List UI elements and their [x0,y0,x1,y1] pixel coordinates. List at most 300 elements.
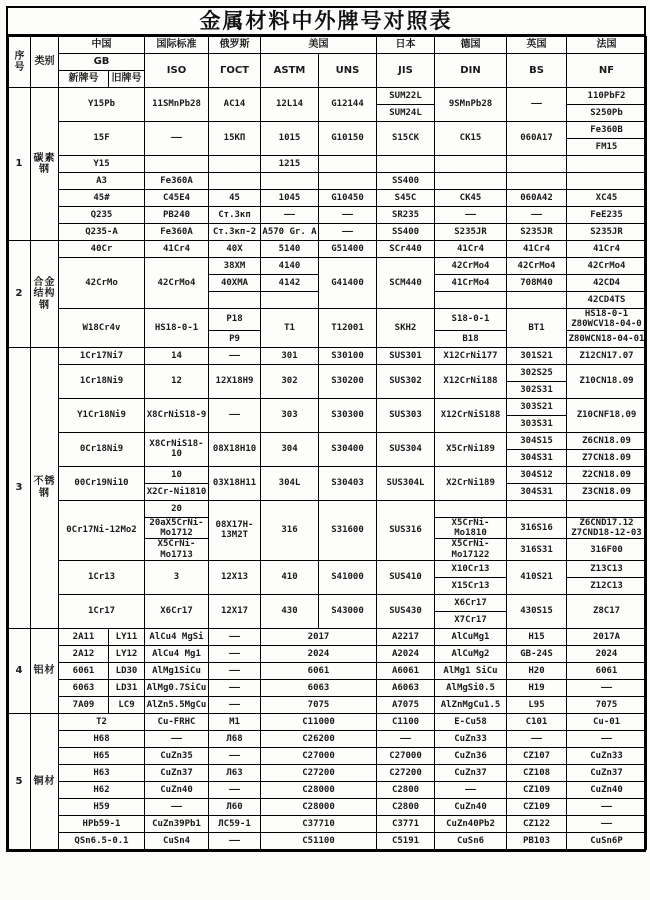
grade-cell: 316F00 [567,539,647,561]
grade-cell: Z2CN18.09 [567,466,647,483]
grade-cell: SUS302 [377,364,435,398]
category-cell: 2 [9,241,31,348]
grade-cell: C26200 [261,731,377,748]
grade-cell: S235JR [567,224,647,241]
table-row [9,190,647,207]
grade-cell [209,173,261,190]
grade-cell: 10 [145,466,209,483]
grade-cell [567,173,647,190]
grade-cell: 42CD4 [567,275,647,292]
grade-cell: 42CrMo4 [507,258,567,275]
grade-cell: T12001 [319,309,377,348]
grade-cell [261,173,319,190]
grade-cell: CZ108 [507,765,567,782]
grade-cell: —— [209,680,261,697]
grade-cell: SKH2 [377,309,435,348]
grade-cell: C2800 [377,799,435,816]
grade-cell: S41000 [319,561,377,595]
grade-cell: S45C [377,190,435,207]
grade-cell: 08X18H10 [209,432,261,466]
grade-cell: —— [209,646,261,663]
table-row [9,241,647,258]
grade-cell: SUS301 [377,347,435,364]
grade-cell: 2017A [567,629,647,646]
grade-cell: —— [507,731,567,748]
grade-cell: BT1 [507,309,567,348]
grade-cell: X5CrNi-Mo17122 [435,539,507,561]
grade-cell: AC14 [209,88,261,122]
grade-cell: CuZn40 [145,782,209,799]
table-row [9,156,647,173]
grade-cell: Z7CN18.09 [567,449,647,466]
grade-cell: 316S31 [507,539,567,561]
grade-cell: 6063 [59,680,109,697]
grade-cell: CZ109 [507,799,567,816]
grade-cell: —— [209,347,261,364]
grade-cell: Fe360B [567,122,647,139]
grade-cell: 304 [261,432,319,466]
grade-cell: SS400 [377,224,435,241]
grade-cell: M1 [209,714,261,731]
grade-cell: 060A17 [507,122,567,156]
table-row [9,88,647,105]
grade-cell: SS400 [377,173,435,190]
grade-cell: X5CrNi189 [435,432,507,466]
grade-cell: 7075 [261,697,377,714]
table-row [9,595,647,612]
grade-cell: 12X17 [209,595,261,629]
grade-cell: X2Cr-Ni1810 [145,483,209,500]
grade-cell: 3 [145,561,209,595]
grade-cell: S30403 [319,466,377,500]
header-cell: 法国 [567,37,647,54]
table-row [9,833,647,850]
grade-cell: CZ109 [507,782,567,799]
grade-cell [435,292,507,309]
grade-cell: 45 [209,190,261,207]
header-cell: ISO [145,54,209,88]
grade-cell: Cu-FRHC [145,714,209,731]
grade-cell [319,173,377,190]
grade-cell: T1 [261,309,319,348]
grade-cell: A6063 [377,680,435,697]
grade-cell: 2A11 [59,629,109,646]
grade-cell: C1100 [377,714,435,731]
grade-cell: 9SMnPb28 [435,88,507,122]
header-cell: ASTM [261,54,319,88]
grade-cell: H15 [507,629,567,646]
grade-cell: CuZn36 [435,748,507,765]
grade-cell: CuZn33 [435,731,507,748]
grade-cell: ЛС59-1 [209,816,261,833]
grade-cell: H20 [507,663,567,680]
grade-cell: 1Cr13 [59,561,145,595]
grade-cell: —— [567,816,647,833]
grade-cell: C27000 [377,748,435,765]
grade-cell: 2017 [261,629,377,646]
grade-cell: 20 [145,500,209,517]
grade-cell: 430 [261,595,319,629]
grade-cell: Y15Pb [59,88,145,122]
grade-cell: XC45 [567,190,647,207]
grade-cell: 12X18H9 [209,364,261,398]
table-row [9,398,647,415]
grade-cell [567,500,647,517]
grade-cell: X12CrNi177 [435,347,507,364]
grade-cell: Z6CN18.09 [567,432,647,449]
grade-cell: X8CrNiS18-9 [145,398,209,432]
grade-cell: C3771 [377,816,435,833]
grade-cell: LY11 [109,629,145,646]
table-row [9,646,647,663]
grade-cell: FM15 [567,139,647,156]
grade-cell: CuZn40Pb2 [435,816,507,833]
grade-cell [507,500,567,517]
header-cell: NF [567,54,647,88]
grade-cell: SUS303 [377,398,435,432]
grade-cell: Fe360A [145,173,209,190]
grade-cell: LD31 [109,680,145,697]
grade-cell: 304L [261,466,319,500]
grade-cell: 302 [261,364,319,398]
grade-cell [145,156,209,173]
grade-cell: G41400 [319,258,377,309]
header-cell: 国际标准 [145,37,209,54]
header-cell: 俄罗斯 [209,37,261,54]
grade-cell: PB103 [507,833,567,850]
grade-cell: S30200 [319,364,377,398]
grade-cell: 41Cr4 [145,241,209,258]
grade-cell: E-Cu58 [435,714,507,731]
grade-cell [435,156,507,173]
grade-cell: HS18-0-1 [145,309,209,348]
grade-cell: G12144 [319,88,377,122]
grade-cell: H65 [59,748,145,765]
grade-cell: 20aX5CrNi-Mo1712 [145,517,209,539]
grade-cell: 14 [145,347,209,364]
table-row [9,561,647,578]
header-cell: 日本 [377,37,435,54]
grade-cell: 40XMA [209,275,261,292]
grade-cell: Ст.3кп [209,207,261,224]
grade-cell: AlZn5.5MgCu [145,697,209,714]
table-row [9,432,647,449]
grade-cell: A3 [59,173,145,190]
grade-cell: FeE235 [567,207,647,224]
grade-cell: AlCuMg1 [435,629,507,646]
grade-cell: C45E4 [145,190,209,207]
category-cell: 3 [9,347,31,628]
grade-cell: 42CrMo4 [145,258,209,309]
grade-cell: A570 Gr. A [261,224,319,241]
table-row [9,782,647,799]
grade-cell: Z13C13 [567,561,647,578]
category-cell: 5 [9,714,31,850]
grade-cell: AlMg1 SiCu [435,663,507,680]
grade-cell: 316 [261,500,319,560]
header-cell: 美国 [261,37,377,54]
grade-cell: 1045 [261,190,319,207]
grade-cell: Fe360A [145,224,209,241]
grade-cell: H63 [59,765,145,782]
grade-cell: C27200 [261,765,377,782]
grade-cell: —— [145,731,209,748]
grade-cell: AlMg1SiCu [145,663,209,680]
grade-cell: 304S31 [507,483,567,500]
table-row [9,765,647,782]
grade-cell: 708M40 [507,275,567,292]
grade-cell: 12L14 [261,88,319,122]
grade-cell: CK15 [435,122,507,156]
grade-cell: 2024 [567,646,647,663]
grade-cell: 302S25 [507,364,567,381]
grade-cell: —— [209,663,261,680]
grade-cell: X12CrNiS188 [435,398,507,432]
grade-cell: 11SMnPb28 [145,88,209,122]
grade-cell: 5140 [261,241,319,258]
grade-cell: S30400 [319,432,377,466]
grade-cell: C51100 [261,833,377,850]
grade-cell: —— [209,782,261,799]
header-cell: ГОСТ [209,54,261,88]
grade-cell: 303S21 [507,398,567,415]
grade-cell: G10150 [319,122,377,156]
grade-cell: LY12 [109,646,145,663]
grade-cell: A7075 [377,697,435,714]
grade-cell: 42CrMo4 [567,258,647,275]
grade-cell: CuZn39Pb1 [145,816,209,833]
grade-cell: 4140 [261,258,319,275]
grade-cell: Cu-01 [567,714,647,731]
grade-cell: —— [145,799,209,816]
grade-cell: C11000 [261,714,377,731]
grade-cell: 41Cr4 [507,241,567,258]
grade-cell: —— [261,207,319,224]
grade-table [8,36,647,850]
grade-cell: HS18-0-1 Z80WCV18-04-0 [567,309,647,331]
header-cell: JIS [377,54,435,88]
grade-cell: CZ122 [507,816,567,833]
header-cell: 中国 [59,37,145,54]
grade-cell: —— [377,731,435,748]
grade-cell: —— [209,398,261,432]
grade-cell: —— [209,629,261,646]
grade-cell: S31600 [319,500,377,560]
grade-cell: 303S31 [507,415,567,432]
table-row [9,500,647,517]
grade-cell: 42CrMo4 [435,258,507,275]
header-cell: BS [507,54,567,88]
grade-cell: X2CrNi189 [435,466,507,500]
grade-cell: 1Cr18Ni9 [59,364,145,398]
grade-cell: 301S21 [507,347,567,364]
grade-cell: 12 [145,364,209,398]
grade-cell [507,292,567,309]
header-cell: 德国 [435,37,507,54]
grade-cell: 430S15 [507,595,567,629]
grade-cell: Z12CN17.07 [567,347,647,364]
grade-cell: 110PbF2 [567,88,647,105]
grade-cell: SR235 [377,207,435,224]
header-cell: 英国 [507,37,567,54]
grade-cell: 4142 [261,275,319,292]
grade-cell: Q235 [59,207,145,224]
grade-cell: —— [507,207,567,224]
grade-cell: SUS304 [377,432,435,466]
grade-cell: 304S31 [507,449,567,466]
grade-cell: B18 [435,330,507,347]
header-cell: GB [59,54,145,71]
grade-cell: 2024 [261,646,377,663]
grade-cell: 41Cr4 [567,241,647,258]
grade-cell: 6063 [261,680,377,697]
grade-cell: X5CrNi-Mo1810 [435,517,507,539]
grade-cell: S30100 [319,347,377,364]
grade-cell: Z80WCN18-04-01 [567,330,647,347]
grade-cell: 301 [261,347,319,364]
table-row [9,309,647,331]
category-cell: 铜材 [31,714,59,850]
grade-cell: Ст.3кп-2 [209,224,261,241]
category-cell: 4 [9,629,31,714]
grade-cell: 6061 [59,663,109,680]
grade-cell: CuZn40 [567,782,647,799]
grade-cell: C28000 [261,799,377,816]
grade-cell: CuSn4 [145,833,209,850]
grade-cell: Л60 [209,799,261,816]
grade-cell: Q235-A [59,224,145,241]
grade-cell: S43000 [319,595,377,629]
grade-cell: Z10CN18.09 [567,364,647,398]
header-row [9,37,647,54]
grade-cell: CuZn33 [567,748,647,765]
grade-cell: X6Cr17 [435,595,507,612]
grade-cell: X12CrNi188 [435,364,507,398]
grade-cell: 41Cr4 [435,241,507,258]
grade-cell: 15КП [209,122,261,156]
grade-cell: C37710 [261,816,377,833]
table-row [9,748,647,765]
grade-cell: X15Cr13 [435,578,507,595]
comparison-table [6,6,646,852]
grade-cell: A2217 [377,629,435,646]
grade-cell: 12X13 [209,561,261,595]
header-cell: 类别 [31,37,59,88]
grade-cell: —— [435,782,507,799]
grade-cell: SUS430 [377,595,435,629]
grade-cell: H68 [59,731,145,748]
grade-cell: C28000 [261,782,377,799]
grade-cell: Y1Cr18Ni9 [59,398,145,432]
grade-cell [377,156,435,173]
grade-cell [261,292,319,309]
table-row [9,207,647,224]
grade-cell [435,500,507,517]
grade-cell: —— [209,833,261,850]
table-row [9,173,647,190]
table-row [9,224,647,241]
grade-cell: L95 [507,697,567,714]
grade-cell: C101 [507,714,567,731]
grade-cell: —— [567,680,647,697]
grade-cell: X5CrNi-Mo1713 [145,539,209,561]
grade-cell: SUS304L [377,466,435,500]
grade-cell: Y15 [59,156,145,173]
grade-cell: C2800 [377,782,435,799]
grade-cell: C27200 [377,765,435,782]
grade-cell: X8CrNiS18-10 [145,432,209,466]
grade-cell [507,156,567,173]
table-row [9,714,647,731]
grade-cell: 03X18H11 [209,466,261,500]
table-row [9,697,647,714]
grade-cell: PB240 [145,207,209,224]
grade-cell: —— [507,88,567,122]
grade-cell: 060A42 [507,190,567,207]
grade-cell: 316S16 [507,517,567,539]
category-cell: 合金结构钢 [31,241,59,348]
grade-cell [209,156,261,173]
grade-cell: Л68 [209,731,261,748]
category-cell: 铝材 [31,629,59,714]
grade-cell: CuZn35 [145,748,209,765]
grade-cell: AlMgSi0.5 [435,680,507,697]
grade-cell: 6061 [261,663,377,680]
grade-cell: CuZn37 [435,765,507,782]
grade-cell: AlZnMgCu1.5 [435,697,507,714]
grade-cell: W18Cr4v [59,309,145,348]
grade-cell: Z8C17 [567,595,647,629]
grade-cell: P18 [209,309,261,331]
category-cell: 不锈钢 [31,347,59,628]
grade-cell [319,156,377,173]
table-row [9,799,647,816]
table-row [9,680,647,697]
grade-cell: 40X [209,241,261,258]
header-row [9,54,647,71]
grade-cell [507,173,567,190]
grade-cell: SUM24L [377,105,435,122]
table-row [9,629,647,646]
grade-cell: G10450 [319,190,377,207]
grade-cell: 42CrMo [59,258,145,309]
grade-cell: SUS410 [377,561,435,595]
grade-cell: Z10CNF18.09 [567,398,647,432]
grade-cell: CuSn6 [435,833,507,850]
grade-cell: 08X17H-13M2T [209,500,261,560]
grade-cell: —— [319,207,377,224]
grade-cell: 1Cr17 [59,595,145,629]
grade-cell: 0Cr17Ni-12Mo2 [59,500,145,560]
table-row [9,258,647,275]
grade-cell: AlCu4 MgSi [145,629,209,646]
grade-cell: S235JR [435,224,507,241]
table-row [9,663,647,680]
grade-cell: 40Cr [59,241,145,258]
grade-cell: 304S15 [507,432,567,449]
grade-cell: A6061 [377,663,435,680]
grade-cell: C27000 [261,748,377,765]
grade-cell [435,173,507,190]
grade-cell: CuZn37 [145,765,209,782]
grade-cell: AlCuMg2 [435,646,507,663]
grade-cell: X10Cr13 [435,561,507,578]
grade-cell: Z6CND17.12 Z7CND18-12-03 [567,517,647,539]
grade-cell: T2 [59,714,145,731]
grade-cell: 1Cr17Ni7 [59,347,145,364]
table-row [9,816,647,833]
grade-cell: 15F [59,122,145,156]
